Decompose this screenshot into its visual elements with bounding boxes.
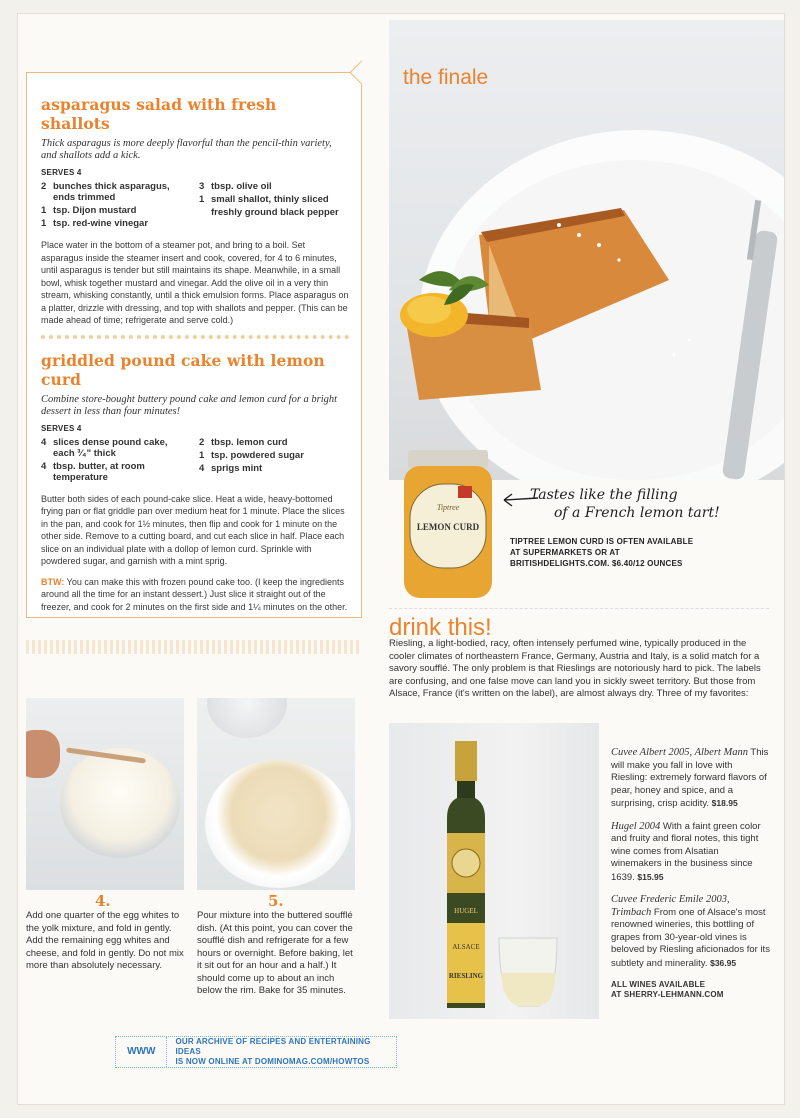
ingredient-item <box>41 437 191 459</box>
wine-desc: From one of Alsace's most renowned wineries, this bottling of grapes from 30-year-old vines is beloved by Riesling aficionados for its subtlety and minerality. <box>611 906 770 969</box>
divider <box>41 335 349 339</box>
www-label: WWW <box>116 1037 167 1067</box>
souffle-dish <box>205 760 351 888</box>
step-text: Add one quarter of the egg whites to the yolk mixture, and fold in gently. Add the remaining egg whites and cheese, and fold in gently. Do not mix more than absolutely necessary. <box>26 910 184 971</box>
dessert-photo <box>389 20 784 480</box>
decorative-stripe <box>26 640 362 654</box>
availability-link[interactable]: AT SHERRY-LEHMANN.COM <box>611 990 724 999</box>
ingredient-item <box>199 207 349 218</box>
ingredient-item <box>41 181 191 203</box>
wine-price: $18.95 <box>711 798 738 808</box>
ingredient-text: freshly ground black pepper <box>211 207 339 218</box>
ingredient-item <box>199 450 349 461</box>
ingredient-text: tsp. Dijon mustard <box>53 205 137 216</box>
ingredient-text: small shallot, thinly sliced <box>211 194 329 205</box>
recipe-title: griddled pound cake with lemon curd <box>41 350 325 389</box>
wine-name: Cuvee Albert 2005, Albert Mann <box>611 747 748 758</box>
serves-label: SERVES 4 <box>41 168 82 177</box>
mixing-bowl <box>60 748 180 858</box>
ingredient-qty: 2 <box>199 436 205 448</box>
jar-label-text: LEMON CURD <box>416 522 480 532</box>
ingredient-qty: 3 <box>199 181 205 192</box>
wine-photo <box>389 723 599 1019</box>
ingredient-qty: 1 <box>41 205 47 216</box>
step-text: Pour mixture into the buttered soufflé dish. (At this point, you can cover the soufflé dish and refrigerate for a few hours or overnight. Before baking, let it sit out for an hour and a half.) It should come up to about an inch below the rim. Bake for 35 minutes. <box>197 910 353 996</box>
lemon-curd-jar <box>400 450 496 600</box>
ingredient-text: tbsp. olive oil <box>211 181 272 192</box>
promo-line: OUR ARCHIVE OF RECIPES AND ENTERTAINING IDEAS <box>175 1037 371 1056</box>
ingredient-item <box>199 181 349 192</box>
ingredient-item <box>199 437 349 448</box>
ingredient-qty: 4 <box>41 460 47 472</box>
ingredient-text: tbsp. butter, at room temperature <box>53 460 145 483</box>
serves-label: SERVES 4 <box>41 423 82 433</box>
ingredient-qty: 1 <box>199 449 205 461</box>
ingredient-text: sprigs mint <box>211 462 263 474</box>
ingredient-list <box>41 437 349 485</box>
wine-item <box>611 894 771 970</box>
bottle-label-text: RIESLING <box>448 972 484 980</box>
wine-illustration <box>389 723 599 1019</box>
drink-intro: Riesling, a light-bodied, racy, often intensely perfumed wine, typically produced in the cooler climates of northeastern France, Germany, Austria and Italy, is a solid match for a savory soufflé. The only problem is that Rieslings are notoriously hard to pick. The labels are confusing, and one false move can land you in sickly sweet territory. But those from Alsace, France (it's written on the label), are almost always dry. Three of my favorites: <box>389 638 761 699</box>
ingredient-item <box>41 205 191 216</box>
ingredient-list <box>41 181 349 231</box>
recipe-steps: Place water in the bottom of a steamer pot, and bring to a boil. Set asparagus inside the steamer insert and cook, covered, for 4 to 6 minutes, until asparagus is tender but still maintains its shape. Meanwhile, in a small bowl, whisk together mustard and vinegar. Add the olive oil in a very thin stream, whisking constantly, until a thick emulsion forms. Place asparagus on a platter, drizzle with dressing, and top with shallots and pepper. (This can be made ahead of time; refrigerate and serve cold.) <box>41 240 349 325</box>
section-heading: drink this! <box>389 614 492 641</box>
wine-desc: This will make you fall in love with Riesling: extremely forward flavors of pear, honey and spice, and a surprising, crisp acidity. <box>611 747 769 809</box>
ingredient-text: tsp. powdered sugar <box>211 449 304 461</box>
note-line: of a French lemon tart! <box>554 505 720 521</box>
ingredient-qty: 4 <box>199 462 205 474</box>
ingredient-qty: 1 <box>199 194 205 205</box>
ingredient-text: bunches thick asparagus, ends trimmed <box>53 181 170 203</box>
ingredient-text: tbsp. lemon curd <box>211 436 288 448</box>
jar-brand-text: Tiptree <box>436 503 460 512</box>
wine-desc: With a faint green color and fruity and floral notes, this tight wine comes from Alsatian winemakers in the business since 1639. <box>611 820 761 883</box>
promo-link[interactable]: IS NOW ONLINE AT DOMINOMAG.COM/HOWTOS <box>175 1057 370 1066</box>
step-number: 5. <box>268 892 284 910</box>
ingredient-qty: 1 <box>41 218 47 229</box>
hand <box>26 730 60 778</box>
step-5-photo <box>197 698 355 890</box>
bottle-label-text: ALSACE <box>452 943 480 951</box>
ingredient-qty: 4 <box>41 436 47 448</box>
btw-text: You can make this with frozen pound cake too. (I keep the ingredients around all the time for an instant dessert.) Just slice it straight out of the freezer, and cook for 2 minutes on the first side and 1¼ minutes on the other. <box>41 576 348 612</box>
wine-name: Hugel 2004 <box>611 820 661 832</box>
note-line: Tastes like the filling <box>530 487 678 503</box>
wine-item <box>611 821 771 885</box>
ingredient-qty: 2 <box>41 181 47 192</box>
ingredient-qty <box>199 207 211 218</box>
web-promo-box[interactable] <box>115 1036 397 1068</box>
product-caption: TIPTREE LEMON CURD IS OFTEN AVAILABLE AT SUPERMARKETS OR AT BRITISHDELIGHTS.COM. $6.40/12 OUNCES <box>510 537 694 568</box>
btw-note <box>41 576 349 614</box>
ingredient-item <box>41 461 191 483</box>
wine-price: $36.95 <box>710 957 737 968</box>
ingredient-item <box>41 218 191 229</box>
bowl-top <box>207 698 287 738</box>
recipe-title: asparagus salad with fresh shallots <box>41 95 277 133</box>
wine-list <box>611 747 771 1000</box>
wine-price: $15.95 <box>637 871 664 882</box>
wine-name: Cuvee Frederic Emile 2003, Trimbach <box>611 894 730 918</box>
jar-illustration <box>400 450 496 600</box>
recipe-intro: Thick asparagus is more deeply flavorful than the pencil-thin variety, and shallots add a kick. <box>41 138 332 161</box>
step-number: 4. <box>95 892 111 910</box>
section-heading: the finale <box>403 66 489 89</box>
availability-note <box>611 980 771 1000</box>
btw-label: BTW: <box>41 576 65 587</box>
ingredient-item <box>199 463 349 474</box>
step-4-photo <box>26 698 184 890</box>
availability-line: ALL WINES AVAILABLE <box>611 980 706 989</box>
ingredient-item <box>199 194 349 205</box>
divider <box>389 608 769 609</box>
recipe-intro: Combine store-bought buttery pound cake and lemon curd for a bright dessert in less than four minutes! <box>41 393 338 417</box>
recipe-card <box>26 72 362 618</box>
ingredient-text: tsp. red-wine vinegar <box>53 218 149 229</box>
wine-item <box>611 747 771 811</box>
handwritten-note <box>530 486 720 522</box>
bottle-brand-text: HUGEL <box>454 907 478 915</box>
recipe-steps: Butter both sides of each pound-cake slice. Heat a wide, heavy-bottomed frying pan or flat griddle pan over medium heat for 1 minute. Place the slices in the pan, and cook for 1½ minutes, then flip and cook for 1 minute on the other side. Remove to a cutting board, and cut each slice in half. Place each slice on an individual plate with a dollop of lemon curd. Sprinkle with powdered sugar, and garnish with a mint sprig. <box>41 493 345 566</box>
ingredient-text: slices dense pound cake, each ³⁄₄" thick <box>53 436 168 459</box>
